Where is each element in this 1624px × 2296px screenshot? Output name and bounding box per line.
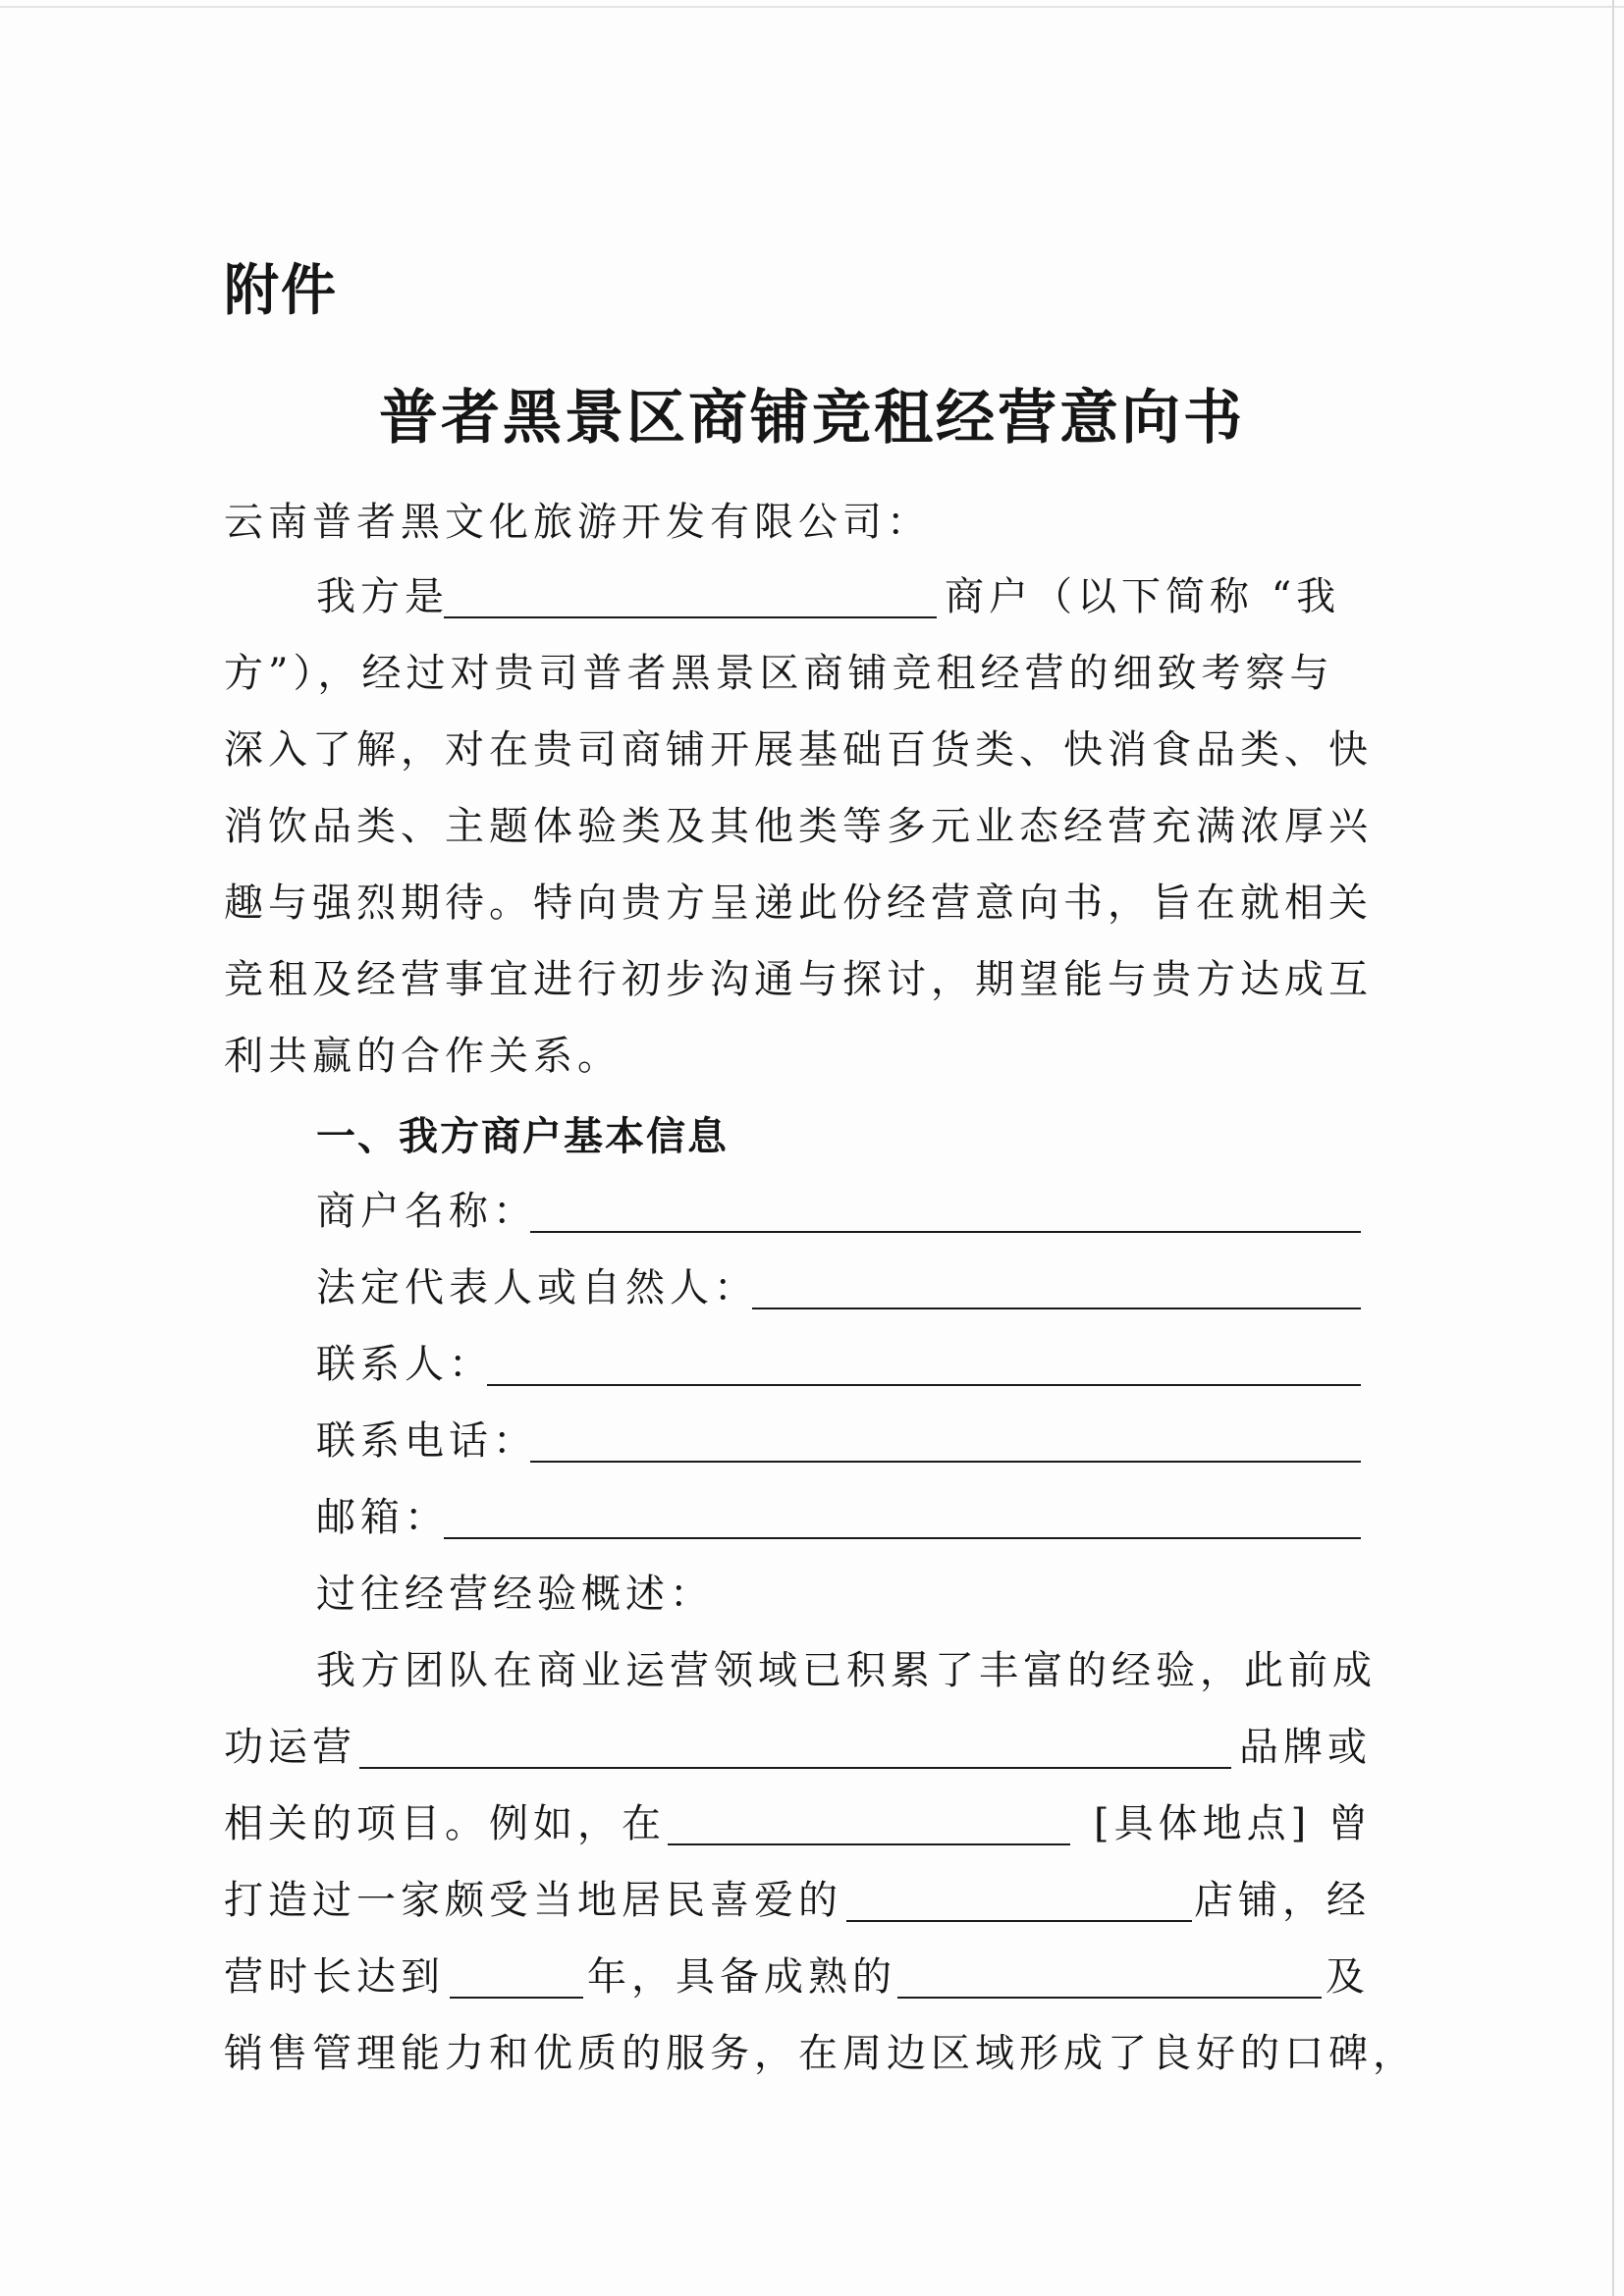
intro-line-2: 方”），经过对贵司普者黑景区商铺竞租经营的细致考察与 [224, 651, 1334, 696]
contact-label: 联系人： [316, 1342, 493, 1387]
merchant-type-blank[interactable] [444, 616, 937, 618]
experience-line-3a: 相关的项目。例如，在 [224, 1801, 666, 1846]
experience-line-5a: 营时长达到 [224, 1954, 445, 2000]
experience-line-2b: 品牌或 [1239, 1725, 1372, 1770]
intro-line-3: 深入了解，对在贵司商铺开展基础百货类、快消食品类、快 [224, 727, 1373, 773]
phone-label: 联系电话： [316, 1418, 537, 1464]
document-title: 普者黑景区商铺竞租经营意向书 [379, 384, 1245, 453]
contact-blank[interactable] [487, 1384, 1361, 1386]
merchant-name-label: 商户名称： [316, 1189, 537, 1234]
experience-line-4b: 店铺，经 [1194, 1878, 1371, 1923]
scan-edge-right [1612, 0, 1614, 2296]
legal-rep-label: 法定代表人或自然人： [316, 1265, 758, 1310]
intro-line-1b: 商户（以下简称 “我 [945, 574, 1341, 619]
salutation: 云南普者黑文化旅游开发有限公司： [224, 500, 931, 545]
merchant-name-blank[interactable] [530, 1231, 1361, 1233]
email-blank[interactable] [444, 1537, 1361, 1539]
legal-rep-blank[interactable] [752, 1308, 1361, 1309]
scan-edge-top [0, 6, 1624, 8]
intro-line-7: 利共赢的合作关系。 [224, 1034, 622, 1079]
capability-blank[interactable] [897, 1997, 1322, 1999]
experience-line-5b: 年，具备成熟的 [587, 1954, 896, 2000]
experience-line-5c: 及 [1326, 1954, 1370, 2000]
experience-line-2a: 功运营 [224, 1725, 356, 1770]
intro-line-6: 竞租及经营事宜进行初步沟通与探讨，期望能与贵方达成互 [224, 957, 1373, 1002]
intro-line-1a: 我方是 [316, 574, 449, 619]
years-blank[interactable] [450, 1997, 583, 1999]
phone-blank[interactable] [530, 1461, 1361, 1463]
experience-line-4a: 打造过一家颇受当地居民喜爱的 [224, 1878, 842, 1923]
store-type-blank[interactable] [846, 1920, 1192, 1922]
location-blank[interactable] [668, 1843, 1070, 1845]
intro-line-4: 消饮品类、主题体验类及其他类等多元业态经营充满浓厚兴 [224, 804, 1373, 849]
intro-line-5: 趣与强烈期待。特向贵方呈递此份经营意向书，旨在就相关 [224, 881, 1373, 926]
email-label: 邮箱： [316, 1495, 449, 1540]
experience-line-1: 我方团队在商业运营领域已积累了丰富的经验，此前成 [316, 1648, 1377, 1693]
experience-line-6: 销售管理能力和优质的服务，在周边区域形成了良好的口碑， [224, 2031, 1417, 2076]
experience-label: 过往经营经验概述： [316, 1572, 714, 1617]
annex-label: 附件 [224, 259, 338, 323]
section-1-heading: 一、我方商户基本信息 [316, 1114, 729, 1159]
experience-line-3b: [具体地点] 曾 [1094, 1801, 1373, 1846]
brand-blank[interactable] [359, 1767, 1231, 1769]
